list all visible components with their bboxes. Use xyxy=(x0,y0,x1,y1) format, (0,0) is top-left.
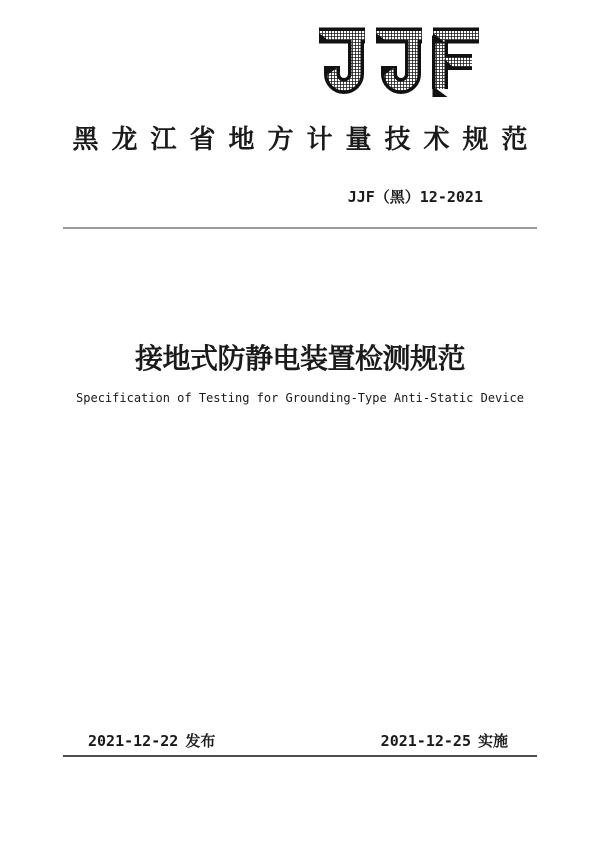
footer-dates xyxy=(64,731,537,752)
standard-code: JJF（黑）12-2021 xyxy=(347,188,483,206)
issue-label: 发布 xyxy=(185,733,216,750)
document-title: 接地式防静电装置检测规范 xyxy=(134,343,465,374)
jjf-logo xyxy=(318,26,480,97)
jjf-logo-graphic xyxy=(318,26,480,97)
masthead-title: 黑龙江省地方计量技术规范 xyxy=(72,124,541,154)
issue-date: 2021-12-22 xyxy=(88,732,179,750)
implementation-label: 实施 xyxy=(477,733,508,750)
document-subtitle: Specification of Testing for Grounding-Type Anti-Static Device xyxy=(76,391,524,405)
implementation-date-group xyxy=(381,731,508,752)
bottom-divider xyxy=(63,755,537,757)
issue-date-group xyxy=(88,731,215,752)
top-divider xyxy=(63,227,537,229)
implementation-date: 2021-12-25 xyxy=(380,732,471,750)
